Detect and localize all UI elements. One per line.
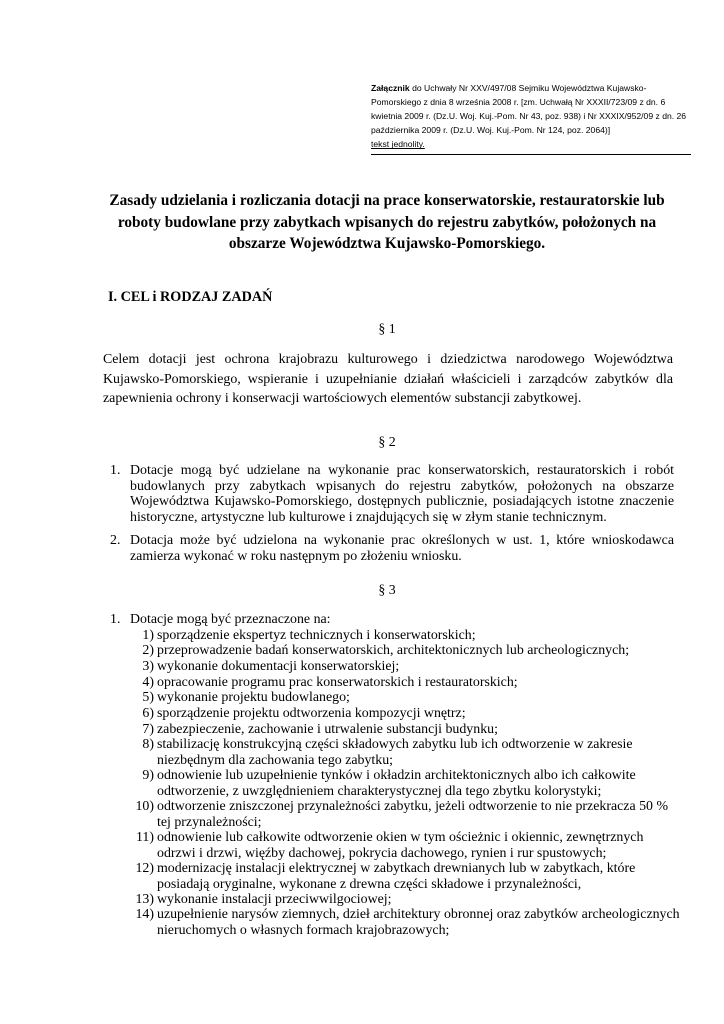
list-item-text: Dotacja może być udzielona na wykonanie prac określonych w ust. 1, które wnioskodawca zamierza wykonać w roku następnym po złożeniu wniosku.	[130, 533, 674, 564]
section-heading: I. CEL i RODZAJ ZADAŃ	[108, 289, 273, 305]
list-item-text: Dotacje mogą być udzielane na wykonanie prac konserwatorskich, restauratorskich i robót budowlanych przy zabytkach wpisanych do rejestru zabytków, położonych na obszarze Województwa Kujawsko-Pomorskiego, dostępnych publicznie, posiadających istotne znaczenie historyczne, artystyczne lub kulturowe i znajdujących się w złym stanie technicznym.	[130, 463, 674, 526]
sub-item-text: wykonanie projektu budowlanego;	[157, 690, 350, 705]
list-item	[103, 612, 674, 628]
list-item-text: Dotacje mogą być przeznaczone na:	[130, 612, 331, 627]
list-item-number: 2.	[110, 533, 121, 548]
sub-item-text: przeprowadzenie badań konserwatorskich, architektonicznych lub archeologicznych;	[157, 643, 630, 658]
sub-item-number: 12)	[135, 861, 154, 876]
sub-item-number: 2)	[142, 643, 154, 658]
attachment-text: do Uchwały Nr XXV/497/08 Sejmiku Województwa Kujawsko-Pomorskiego z dnia 8 września 2008 r. [zm. Uchwałą Nr XXXII/723/09 z dn. 6 kwietnia 2009 r. (Dz.U. Woj. Kuj.-Pom. Nr 43, poz. 938) i Nr XXXIX/952/09 z dn. 26 października 2009 r. (Dz.U. Woj. Kuj.-Pom. Nr 124, poz. 2064)]	[371, 83, 687, 136]
list-item	[103, 463, 674, 526]
sub-item-number: 8)	[142, 737, 154, 752]
list-item	[103, 533, 674, 565]
sub-item-number: 4)	[142, 675, 154, 690]
sub-item-text: stabilizację konstrukcyjną części składowych zabytku lub ich odtworzenie w zakresie niezbędnym dla zachowania tego zabytku;	[157, 737, 633, 768]
sub-item-text: odnowienie lub całkowite odtworzenie okien w tym ościeżnic i okiennic, zewnętrznych odrzwi i drzwi, więźby dachowej, pokrycia dachowego, rynien i rur spustowych;	[157, 830, 644, 861]
sub-item-text: wykonanie dokumentacji konserwatorskiej;	[157, 659, 400, 674]
sub-item-text: uzupełnienie narysów ziemnych, dzieł architektury obronnej oraz zabytków archeologicznych nieruchomych o własnych formach krajobrazowych;	[157, 907, 680, 938]
sub-item-number: 10)	[135, 799, 154, 814]
sub-item-number: 11)	[135, 830, 154, 845]
sub-item-number: 14)	[135, 907, 154, 922]
document-title: Zasady udzielania i rozliczania dotacji na prace konserwatorskie, restauratorskie lub roboty budowlane przy zabytkach wpisanych do rejestru zabytków, położonych na obszarze Województwa Kujawsko-Pomorskiego.	[109, 192, 665, 252]
sub-item-number: 6)	[142, 706, 154, 721]
sub-item-number: 9)	[142, 768, 154, 783]
sub-item-number: 1)	[142, 628, 154, 643]
sub-item-number: 3)	[142, 659, 154, 674]
paragraph-sign-2: § 2	[378, 435, 396, 450]
sub-item-text: wykonanie instalacji przeciwwilgociowej;	[157, 892, 392, 907]
attachment-label: Załącznik	[371, 83, 410, 93]
sub-item-text: zabezpieczenie, zachowanie i utrwalenie substancji budynku;	[157, 722, 498, 737]
paragraph-sign-1: § 1	[378, 322, 396, 337]
sub-item-text: modernizację instalacji elektrycznej w zabytkach drewnianych lub w zabytkach, które posiadają oryginalne, wykonane z drewna części składowe i przynależności,	[157, 861, 636, 892]
sub-item-number: 5)	[142, 690, 154, 705]
list-item-number: 1.	[110, 612, 121, 627]
sub-item-number: 13)	[135, 892, 154, 907]
paragraph-1-text: Celem dotacji jest ochrona krajobrazu kulturowego i dziedzictwa narodowego Województwa Kujawsko-Pomorskiego, wspieranie i uzupełnianie działań właścicieli i zarządców zabytków dla zapewnienia ochrony i konserwacji wartościowych elementów substancji zabytkowej.	[103, 352, 673, 407]
attachment-note	[371, 81, 691, 155]
sub-item-text: opracowanie programu prac konserwatorskich i restauratorskich;	[157, 675, 518, 690]
sub-item-number: 7)	[142, 722, 154, 737]
sub-item-text: sporządzenie projektu odtworzenia kompozycji wnętrz;	[157, 706, 466, 721]
unified-text-note: tekst jednolity.	[371, 139, 425, 150]
list-item-number: 1.	[110, 463, 121, 478]
sub-item-text: odtworzenie zniszczonej przynależności zabytku, jeżeli odtworzenie to nie przekracza 50 % tej przynależności;	[157, 799, 669, 830]
paragraph-sign-3: § 3	[378, 583, 396, 598]
sub-item-text: odnowienie lub uzupełnienie tynków i okładzin architektonicznych albo ich całkowite odtworzenie, z uwzględnieniem charakterystycznej dla tego zbytku kolorystyki;	[157, 768, 636, 799]
sub-item-text: sporządzenie ekspertyz technicznych i konserwatorskich;	[157, 628, 476, 643]
